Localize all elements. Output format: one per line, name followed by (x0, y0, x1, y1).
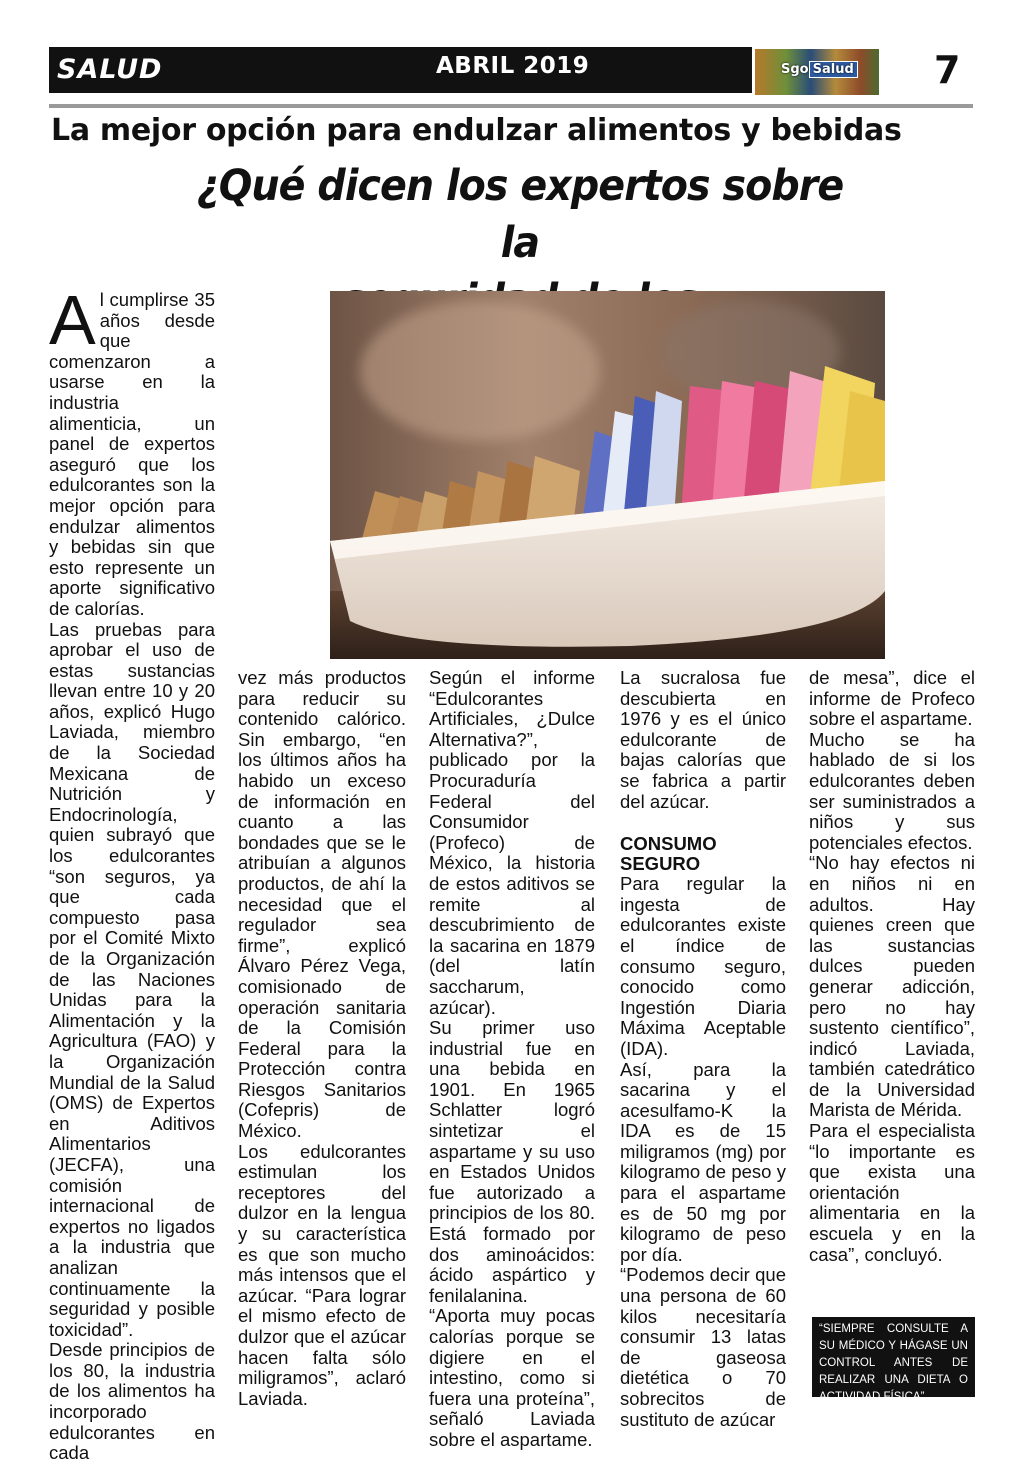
paragraph: Para el especialista “lo importante es que exista una orientación alimentaria en la escuela y en la casa”, concluyó. (809, 1120, 975, 1265)
article-column-2 (238, 668, 406, 1409)
issue-date: ABRIL 2019 (436, 53, 590, 79)
paragraph: Desde principios de los 80, la industria de los alimentos ha incorporado edulcorantes en cada (49, 1339, 215, 1464)
page-number: 7 (934, 48, 961, 92)
paragraph: de mesa”, dice el informe de Profeco sobre el aspartame. (809, 667, 975, 730)
section-subhead: CONSUMO SEGURO (620, 833, 717, 875)
paragraph: Su primer uso industrial fue en una bebida en 1901. En 1965 Schlatter logró sintetizar el aspartame y su uso en Estados Unidos fue autorizado a principios de los 80. Está formado por dos aminoácidos: ácido aspártico y fenilalanina. (429, 1017, 595, 1306)
article-column-1 (49, 281, 215, 1464)
paragraph: Mucho se ha hablado de si los edulcorantes deben ser suministrados a niños y sus potenciales efectos. (809, 728, 975, 853)
drop-cap: A (49, 281, 96, 359)
paragraph: “Aporta muy pocas calorías porque se digiere en el intestino, como si fuera una proteína”, señaló Laviada sobre el aspartame. (429, 1305, 595, 1450)
section-label: SALUD (57, 54, 163, 85)
article-column-5 (809, 668, 975, 1265)
header-rule (49, 104, 973, 108)
article-kicker: La mejor opción para endulzar alimentos y bebidas (51, 113, 902, 148)
paragraph: Para regular la ingesta de edulcorantes existe el índice de consumo seguro, conocido como Ingestión Diaria Máxima Aceptable (IDA). (620, 873, 786, 1059)
article-column-4 (620, 668, 786, 1430)
paragraph: Las pruebas para aprobar el uso de estas sustancias llevan entre 10 y 20 años, explicó Hugo Laviada, miembro de la Sociedad Mexicana de Nutrición y Endocrinología, quien subrayó que los edulcorantes “son seguros, ya que cada compuesto pasa por el Comité Mixto de la Organización de las Naciones Unidas para la Alimentación y la Agricultura (FAO) y la Organización Mundial de la Salud (OMS) de Expertos en Aditivos Alimentarios (JECFA), una comisión internacional de expertos no ligados a la industria que analizan continuamente la seguridad y posible toxicidad”. (49, 618, 215, 1340)
logo-text: Sgo Salud (781, 62, 858, 77)
paragraph: vez más productos para reducir su contenido calórico. Sin embargo, “en los últimos años ha habido un exceso de información en cuanto a las bondades que se le atribuían a algunos productos, de ahí la necesidad que el regulador sea firme”, explicó Álvaro Pérez Vega, comisionado de operación sanitaria de la Comisión Federal para la Protección contra Riesgos Sanitarios (Cofepris) de México. (238, 667, 406, 1142)
paragraph: “No hay efectos ni en niños ni en adultos. Hay quienes creen que las sustancias dulces pueden generar adicción, pero no hay sustento científico”, indicó Laviada, también catedrático de la Universidad Marista de Mérida. (809, 852, 975, 1121)
health-advice-box: “SIEMPRE CONSULTE A SU MÉDICO Y HÁGASE UN CONTROL ANTES DE REALIZAR UNA DIETA O ACTIVIDAD FÍSICA” (812, 1317, 975, 1397)
paragraph: Al cumplirse 35 años desde que comenzaron a usarse en la industria alimenticia, un panel de expertos aseguró que los edulcorantes son la mejor opción para endulzar alimentos y bebidas sin que esto represente un aporte significativo de calorías. (49, 281, 215, 619)
paragraph: La sucralosa fue descubierta en 1976 y es el único edulcorante de bajas calorías que se fabrica a partir del azúcar. (620, 667, 786, 812)
headline-line-1: ¿Qué dicen los expertos sobre la (196, 161, 844, 268)
paragraph: Según el informe “Edulcorantes Artificiales, ¿Dulce Alternativa?”, publicado por la Procuraduría Federal del Consumidor (Profeco) de México, la historia de estos aditivos se remite al descubrimiento de la sacarina en 1879 (del latín saccharum, azúcar). (429, 667, 595, 1018)
article-column-3 (429, 668, 595, 1451)
publication-logo (755, 49, 879, 95)
paragraph: Los edulcorantes estimulan los receptores del dulzor en la lengua y su característica es que son mucho más intensos que el azúcar. “Para lograr el mismo efecto de dulzor que el azúcar hacen falta sólo miligramos”, aclaró Laviada. (238, 1140, 406, 1409)
sweetener-packets-photo (330, 291, 885, 659)
paragraph: Así, para la sacarina y el acesulfamo-K la IDA es de 15 miligramos (mg) por kilogramo de peso y para el aspartame es de 50 mg por kilogramo de peso por día. (620, 1058, 786, 1265)
paragraph: “Podemos decir que una persona de 60 kilos necesitaría consumir 13 latas de gaseosa dietética o 70 sobrecitos de sustituto de azúcar (620, 1264, 786, 1430)
